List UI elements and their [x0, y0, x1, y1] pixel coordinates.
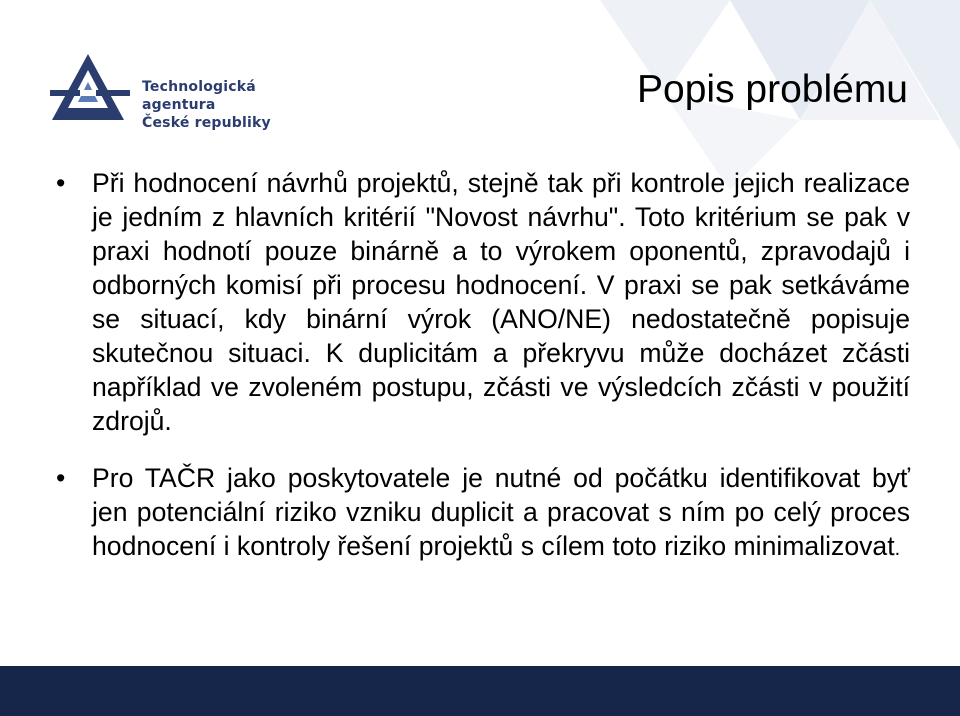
logo-text — [142, 78, 330, 132]
bullet-item-1 — [50, 166, 910, 438]
bullet-list — [50, 166, 910, 566]
slide-title: Popis problému — [637, 68, 908, 111]
bullet-text-2: Pro TAČR jako poskytovatele je nutné od počátku identifikovat byť jen potenciální riziko vzniku duplicit a pracovat s ním po celý proces hodnocení i kontroly řešení projektů s cílem toto riziko minimalizovat — [92, 463, 910, 561]
footer-bar — [0, 666, 960, 716]
bullet-marker: • — [56, 463, 66, 493]
bullet-item-2 — [50, 461, 910, 566]
tacr-triangle-logo-icon — [50, 48, 140, 128]
bullet-text-1: Při hodnocení návrhů projektů, stejně tak při kontrole jejich realizace je jedním z hlavních kritérií "Novost návrhu". Toto kritérium se pak v praxi hodnotí pouze binárně a to výrokem oponentů, zpravodajů i odborných komisí při procesu hodnocení. V praxi se pak setkáváme se situací, kdy binární výrok (ANO/NE) nedostatečně popisuje skutečnou situaci. K duplicitám a překryvu může docházet zčásti například ve zvoleném postupu, zčásti ve výsledcích zčásti v použití zdrojů. — [92, 168, 910, 436]
logo-line-2: České republiky — [142, 115, 271, 131]
bullet-marker: • — [56, 168, 66, 198]
tacr-logo — [50, 48, 330, 131]
logo-line-1: Technologická agentura — [142, 79, 256, 113]
bullet-text-2-period: . — [894, 538, 901, 560]
